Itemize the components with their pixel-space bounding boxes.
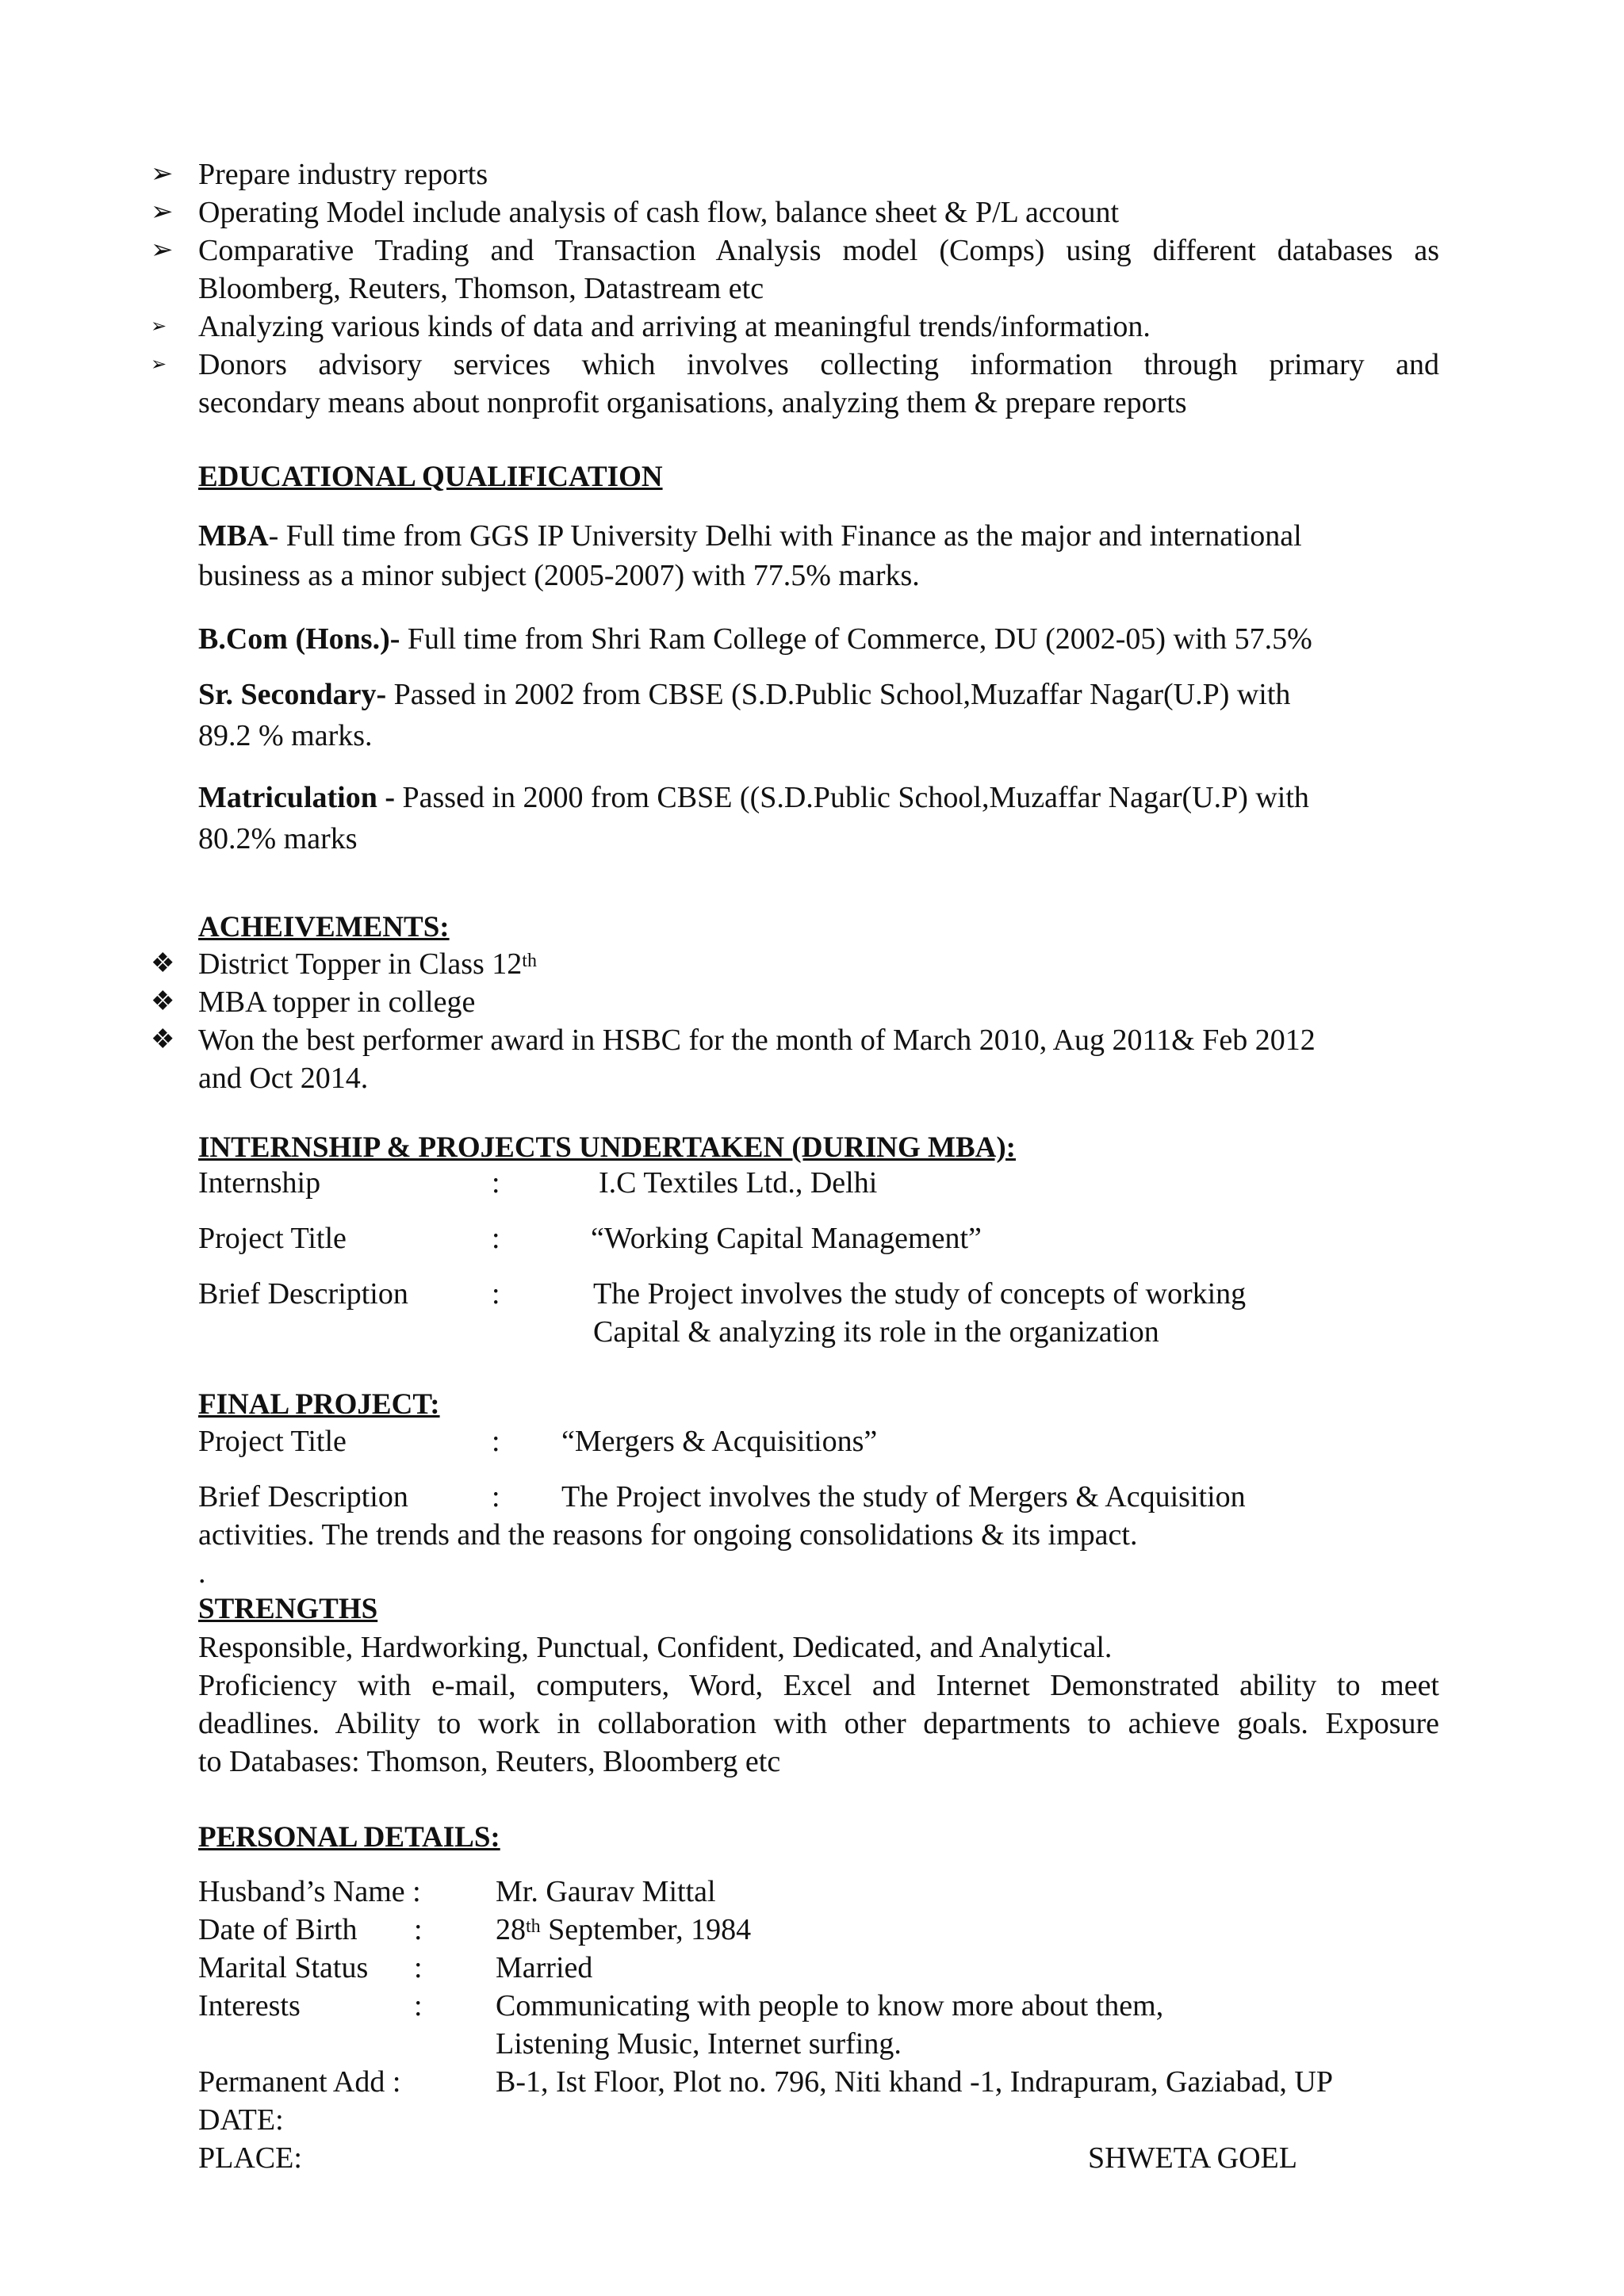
mba-text: - Full time from GGS IP University Delhi with Finance as the major and international [268,519,1302,553]
internship-heading: INTERNSHIP & PROJECTS UNDERTAKEN (DURING MBA): [198,1131,1016,1164]
interests-colon: : [414,1989,423,2022]
education-sr-secondary-cont: 89.2 % marks. [198,719,373,752]
matriculation-text: Passed in 2000 from CBSE ((S.D.Public School,Muzaffar Nagar(U.P) with [395,781,1309,814]
education-sr-secondary [198,675,1290,714]
final-project-heading: FINAL PROJECT: [198,1388,440,1421]
strengths-line: to Databases: Thomson, Reuters, Bloomberg etc [198,1745,781,1778]
arrow-bullet-icon: ➢ [151,354,167,375]
interests-value: Communicating with people to know more about them, [496,1989,1164,2022]
final-desc-value: The Project involves the study of Mergers & Acquisition [561,1480,1246,1513]
education-matriculation [198,779,1309,817]
diamond-bullet-icon: ❖ [151,949,175,978]
internship-colon: : [492,1166,500,1200]
bcom-text: Full time from Shri Ram College of Commerce, DU (2002-05) with 57.5% [400,622,1312,656]
brief-description-colon: : [492,1277,500,1311]
achievement-item-continued: and Oct 2014. [198,1062,369,1095]
sr-secondary-label: Sr. Secondary- [198,678,387,711]
project-title-label: Project Title [198,1222,347,1255]
final-desc-colon: : [492,1480,500,1513]
education-matriculation-cont: 80.2% marks [198,822,358,855]
bullet-item: Donors advisory services which involves collecting information through primary and [198,348,1439,381]
achievement-item: MBA topper in college [198,985,476,1019]
arrow-bullet-icon: ➢ [151,197,174,227]
bullet-item: Analyzing various kinds of data and arriving at meaningful trends/information. [198,310,1151,343]
stray-dot: . [198,1556,206,1590]
strengths-heading: STRENGTHS [198,1593,378,1625]
bullet-item: Prepare industry reports [198,158,488,191]
marital-value: Married [496,1951,593,1984]
bullet-item-continued: secondary means about nonprofit organisations, analyzing them & prepare reports [198,386,1187,419]
dob-superscript: th [526,1916,541,1937]
arrow-bullet-icon: ➢ [151,235,174,265]
bullet-item: Operating Model include analysis of cash flow, balance sheet & P/L account [198,196,1120,229]
diamond-bullet-icon: ❖ [151,987,175,1016]
arrow-bullet-icon: ➢ [151,159,174,189]
strengths-line: deadlines. Ability to work in collaboration with other departments to achieve goals. Exposure [198,1707,1439,1740]
final-title-value: “Mergers & Acquisitions” [561,1425,878,1458]
education-heading: EDUCATIONAL QUALIFICATION [198,461,663,493]
achievement-item: Won the best performer award in HSBC for the month of March 2010, Aug 2011& Feb 2012 [198,1024,1316,1057]
brief-description-cont: Capital & analyzing its role in the organization [593,1315,1159,1349]
arrow-bullet-icon: ➢ [151,316,167,337]
internship-label: Internship [198,1166,321,1200]
address-value: B-1, Ist Floor, Plot no. 796, Niti khand -1, Indrapuram, Gaziabad, UP [496,2065,1334,2099]
achievement-text: District Topper in Class 12 [198,947,523,981]
address-label: Permanent Add : [198,2065,401,2099]
date-label: DATE: [198,2103,284,2137]
achievements-heading: ACHEIVEMENTS: [198,911,450,943]
strengths-line: Responsible, Hardworking, Punctual, Confident, Dedicated, and Analytical. [198,1631,1113,1664]
education-bcom [198,620,1312,658]
education-mba [198,517,1302,555]
dob-value [496,1911,751,1949]
final-desc-label: Brief Description [198,1480,408,1513]
signature-name: SHWETA GOEL [1088,2141,1297,2175]
mba-label: MBA [198,519,269,553]
sr-secondary-text: Passed in 2002 from CBSE (S.D.Public School,Muzaffar Nagar(U.P) with [386,678,1291,711]
personal-heading: PERSONAL DETAILS: [198,1821,500,1854]
bullet-item: Comparative Trading and Transaction Analysis model (Comps) using different databases as [198,234,1439,267]
dob-rest: September, 1984 [540,1913,752,1946]
achievement-item [198,945,537,983]
husband-value: Mr. Gaurav Mittal [496,1875,716,1908]
final-title-colon: : [492,1425,500,1458]
bcom-label: B.Com (Hons.)- [198,622,400,656]
interests-label: Interests [198,1989,301,2022]
final-title-label: Project Title [198,1425,347,1458]
project-title-colon: : [492,1222,500,1255]
husband-label: Husband’s Name : [198,1875,421,1908]
dob-day: 28 [496,1913,526,1946]
dob-label: Date of Birth [198,1913,358,1946]
interests-value-cont: Listening Music, Internet surfing. [496,2027,902,2061]
matriculation-label: Matriculation - [198,781,396,814]
marital-label: Marital Status [198,1951,369,1984]
dob-colon: : [414,1913,423,1946]
final-desc-cont: activities. The trends and the reasons for ongoing consolidations & its impact. [198,1518,1138,1552]
internship-value: I.C Textiles Ltd., Delhi [599,1166,878,1200]
strengths-line: Proficiency with e-mail, computers, Word, Excel and Internet Demonstrated ability to meet [198,1669,1439,1702]
brief-description-value: The Project involves the study of concepts of working [593,1277,1247,1311]
education-mba-cont: business as a minor subject (2005-2007) with 77.5% marks. [198,559,920,592]
bullet-item-continued: Bloomberg, Reuters, Thomson, Datastream etc [198,272,764,305]
place-label: PLACE: [198,2141,302,2175]
superscript-th: th [522,951,537,971]
diamond-bullet-icon: ❖ [151,1025,175,1054]
brief-description-label: Brief Description [198,1277,408,1311]
project-title-value: “Working Capital Management” [591,1222,982,1255]
marital-colon: : [414,1951,423,1984]
